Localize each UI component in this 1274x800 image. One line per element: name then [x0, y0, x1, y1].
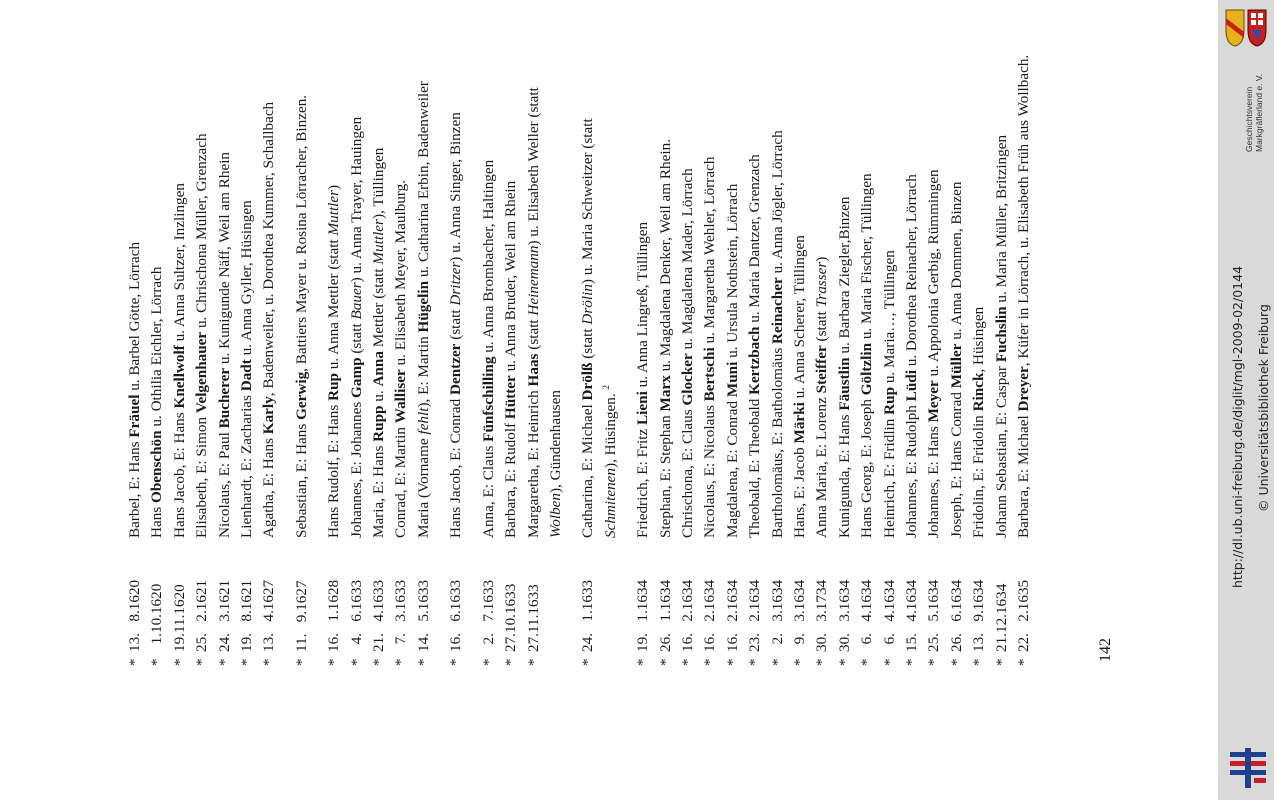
entry-text: Conrad, E: Martin Walliser u. Elisabeth Meyer, Maulburg.: [392, 179, 410, 538]
baptism-entry: [767, 36, 789, 666]
entry-marker: *: [392, 658, 410, 666]
baptism-entries: [124, 36, 1035, 666]
entry-text: Johannes, E: Johannes Gamp (statt Bauer) u. Anna Trayer, Hauingen: [347, 116, 365, 538]
copyright-notice: © Universitätsbibliothek Freiburg: [1256, 304, 1271, 512]
entry-text: Chrischona, E: Claus Glocker u. Magdalena Mader, Lörrach: [678, 168, 696, 538]
entry-text: Joseph, E: Hans Conrad Müller u. Anna Dommen, Binzen: [947, 181, 965, 538]
entry-date: 14. 5.1633: [414, 579, 432, 652]
entry-text: Hans Jacob, E: Conrad Dentzer (statt Dritzer) u. Anna Singer, Binzen: [447, 112, 465, 538]
baptism-entry: [291, 36, 313, 666]
entry-marker: *: [148, 658, 166, 666]
entry-date: 25. 2.1621: [193, 579, 211, 652]
entry-marker: *: [414, 658, 432, 666]
entry-date: 6. 4.1634: [858, 579, 876, 652]
baptism-entry: [523, 36, 568, 666]
entry-date: 19. 8.1621: [238, 579, 256, 652]
entry-date: 7. 3.1633: [392, 579, 410, 652]
entry-marker: *: [835, 658, 853, 666]
baptism-entry: [968, 36, 990, 666]
baptism-entry: [323, 36, 345, 666]
baptism-entry: [577, 36, 622, 666]
baptism-entry: [834, 36, 856, 666]
entry-date: 2. 3.1634: [768, 579, 786, 652]
entry-marker: *: [768, 658, 786, 666]
entry-date: 13. 8.1620: [126, 579, 143, 652]
entry-text: Elisabeth, E: Simon Velgenhauer u. Chrischona Müller, Grenzach: [193, 133, 211, 538]
entry-marker: *: [992, 658, 1010, 666]
entry-date: 21. 4.1633: [370, 579, 388, 652]
baptism-entry: [346, 36, 368, 666]
baptism-entry: [413, 36, 435, 666]
baptism-entry: [789, 36, 811, 666]
entry-marker: *: [215, 658, 233, 666]
entry-date: 16. 2.1634: [678, 579, 696, 652]
baptism-entry: [169, 36, 191, 666]
entry-text: Hans, E: Jacob Märki u. Anna Scherer, Tüllingen: [790, 235, 808, 538]
entry-date: 16. 1.1628: [325, 579, 343, 652]
baptism-entry: [368, 36, 390, 666]
entry-date: 22. 2.1635: [1015, 579, 1033, 652]
entry-text: Kunigunda, E: Hans Fäustlin u. Barbara Ziegler,Binzen: [835, 196, 853, 538]
entry-text: Barbara, E: Rudolf Hütter u. Anna Bruder, Weil am Rhein: [502, 180, 520, 538]
entry-marker: *: [502, 658, 520, 666]
entry-marker: *: [634, 658, 652, 666]
entry-date: 23. 2.1634: [746, 579, 764, 652]
entry-date: 16. 2.1634: [723, 579, 741, 652]
entry-marker: *: [656, 658, 674, 666]
entry-date: 25. 5.1634: [925, 579, 943, 652]
baptism-entry: [699, 36, 721, 666]
baptism-entry: [811, 36, 833, 666]
entry-marker: *: [1015, 658, 1033, 666]
entry-marker: *: [813, 658, 831, 666]
entry-date: 2. 7.1633: [479, 579, 497, 652]
entry-date: 27.11.1633: [524, 584, 542, 652]
entry-date: 27.10.1633: [502, 583, 520, 652]
entry-date: 16. 6.1633: [447, 579, 465, 652]
baptism-entry: [655, 36, 677, 666]
entry-marker: *: [524, 658, 542, 666]
document-url-link[interactable]: http://dl.ub.uni-freiburg.de/diglit/mgl-2009-02/0144: [1230, 265, 1245, 588]
baptism-entry: [677, 36, 699, 666]
entry-date: 13. 9.1634: [970, 579, 988, 652]
entry-text: Nicolaus, E: Paul Bucherer u. Kunigunde Näff, Weil am Rhein: [215, 151, 233, 538]
entry-date: 15. 4.1634: [903, 579, 920, 652]
entry-marker: *: [723, 658, 741, 666]
baptism-entry: [923, 36, 945, 666]
baptism-entry: [744, 36, 766, 666]
entry-date: 26. 1.1634: [656, 579, 674, 652]
entry-text: Catharina, E: Michael Drölß (statt Drölin) u. Maria Schweitzer (statt Schmitenen), Hüsingen. $^2$: [579, 118, 619, 538]
baptism-entry: [856, 36, 878, 666]
baptism-entry: [258, 36, 280, 666]
baptism-entry: [236, 36, 258, 666]
entry-marker: *: [325, 658, 343, 666]
entry-marker: *: [858, 658, 876, 666]
baptism-entry: [946, 36, 968, 666]
entry-text: Theobald, E: Theobald Kertzbach u. Maria Dantzer, Grenzach: [746, 154, 764, 538]
entry-date: 13. 4.1627: [260, 579, 278, 652]
entry-date: 1.10.1620: [148, 583, 166, 652]
entry-text: Agatha, E: Hans Karly, Badenweiler, u. Dorothea Kummer, Schallbach: [260, 101, 278, 538]
entry-marker: *: [746, 658, 764, 666]
baptism-entry: [991, 36, 1013, 666]
entry-text: Barbara, E: Michael Dreyer, Küfer in Lörrach, u. Elisabeth Früh aus Wollbach.: [1015, 54, 1033, 538]
baptism-entry: [124, 36, 146, 666]
entry-date: 24. 1.1633: [579, 579, 597, 652]
university-library-logo-icon[interactable]: [1228, 748, 1268, 788]
society-line-2: Markgräflerland e. V.: [1254, 73, 1264, 152]
entry-marker: *: [260, 658, 278, 666]
entry-marker: *: [903, 658, 920, 666]
baptism-entry: [390, 36, 412, 666]
entry-date: 30. 3.1634: [835, 579, 853, 652]
society-name: [1244, 74, 1264, 152]
entry-date: 26. 6.1634: [947, 579, 965, 652]
entry-marker: *: [447, 658, 465, 666]
entry-marker: *: [370, 658, 388, 666]
entry-text: Magdalena, E: Conrad Muni u. Ursula Nothstein, Lörrach: [723, 183, 741, 538]
entry-marker: *: [925, 658, 943, 666]
entry-marker: *: [238, 658, 256, 666]
entry-marker: *: [193, 658, 211, 666]
entry-text: Hans Obenschön u. Othilia Eichler, Lörrach: [148, 266, 166, 538]
entry-marker: *: [579, 658, 597, 666]
entry-marker: *: [701, 658, 719, 666]
baptism-entry: [901, 36, 923, 666]
entry-text: Maria (Vorname fehlt), E: Martin Hügelin u. Catharina Erbin, Badenweiler: [414, 81, 432, 538]
entry-marker: *: [678, 658, 696, 666]
entry-text: Anna Maria, E: Lorenz Steiffer (statt Trasser): [813, 256, 831, 538]
entry-text: Fridolin, E: Fridolin Rinck, Hüsingen: [970, 306, 988, 538]
baptism-entry: [500, 36, 522, 666]
entry-date: 19. 1.1634: [634, 579, 652, 652]
entry-date: 19.11.1620: [170, 584, 188, 652]
entry-date: 30. 3.1734: [813, 579, 831, 652]
entry-date: 16. 2.1634: [701, 579, 719, 652]
entry-marker: *: [970, 658, 988, 666]
entry-text: Lienhardt, E: Zacharias Dadt u. Anna Gyller, Hüsingen: [238, 200, 256, 538]
entry-text: Heinrich, E: Fridlin Rup u. Maria…, Tüllingen: [880, 250, 898, 538]
entry-text: Hans Rudolf, E: Hans Rup u. Anna Mettler (statt Muttler): [325, 184, 343, 538]
entry-marker: *: [126, 658, 143, 666]
baptism-entry: [214, 36, 236, 666]
entry-date: 9. 3.1634: [790, 579, 808, 652]
entry-text: Hans Jacob, E: Hans Knellwolf u. Anna Sultzer, Inzlingen: [170, 183, 188, 538]
entry-date: 11. 9.1627: [292, 580, 310, 652]
entry-date: 21.12.1634: [992, 583, 1010, 652]
entry-text: Friedrich, E: Fritz Lieni u. Anna Lingreß, Tüllingen: [634, 221, 652, 538]
entry-text: Hans Georg, E: Joseph Göltzlin u. Maria Fischer, Tüllingen: [858, 173, 876, 538]
entry-text: Margaretha, E: Heinrich Haas (statt Heinemann) u. Elisabeth Weller (statt Wolben), Gündenhausen: [524, 87, 564, 538]
entry-marker: *: [170, 658, 188, 666]
entry-marker: *: [947, 658, 965, 666]
entry-text: Stephan, E: Stephan Marx u. Magdalena Denker, Weil am Rhein.: [656, 139, 674, 538]
entry-text: Nicolaus, E: Nicolaus Bertschi u. Margaretha Wehler, Lörrach: [701, 156, 719, 538]
entry-text: Johann Sebastian, E: Caspar Fuchslin u. Maria Müller, Britzingen: [992, 134, 1010, 538]
entry-marker: *: [347, 658, 365, 666]
entry-date: 6. 4.1634: [880, 579, 898, 652]
entry-text: Johannes, E: Rudolph Lüdi u. Dorothea Reinacher, Lörrach: [903, 174, 920, 538]
entry-marker: *: [479, 658, 497, 666]
entry-text: Bartholomäus, E: Batholomäus Reinacher u. Anna Jögler, Lörrach: [768, 130, 786, 538]
baptism-entry: [146, 36, 168, 666]
entry-text: Sebastian, E: Hans Gerwig, Battiers Mayer u. Rosina Lörracher, Binzen.: [292, 94, 310, 538]
society-line-1: Geschichtsverein: [1244, 86, 1254, 152]
baptism-entry: [1013, 36, 1035, 666]
society-crest-icon[interactable]: [1222, 8, 1270, 48]
entry-date: 24. 3.1621: [215, 579, 233, 652]
entry-marker: *: [880, 658, 898, 666]
entry-text: Johannes, E: Hans Meyer u. Appolonia Gerbig, Rümmingen: [925, 169, 943, 538]
entry-marker: *: [790, 658, 808, 666]
entry-marker: *: [292, 658, 310, 666]
entry-date: 4. 6.1633: [347, 579, 365, 652]
baptism-entry: [445, 36, 467, 666]
page-number: 142: [1097, 638, 1114, 662]
entry-text: Maria, E: Hans Rupp u. Anna Mettler (statt Muttler), Tüllingen: [370, 147, 388, 538]
entry-text: Anna, E: Claus Fünfschilling u. Anna Brombacher, Haltingen: [479, 159, 497, 538]
baptism-entry: [722, 36, 744, 666]
entry-text: Barbel, E: Hans Fräuel u. Barbel Götte, Lörrach: [126, 241, 143, 538]
baptism-entry: [879, 36, 901, 666]
baptism-entry: [478, 36, 500, 666]
baptism-entry: [191, 36, 213, 666]
baptism-entry: [632, 36, 654, 666]
